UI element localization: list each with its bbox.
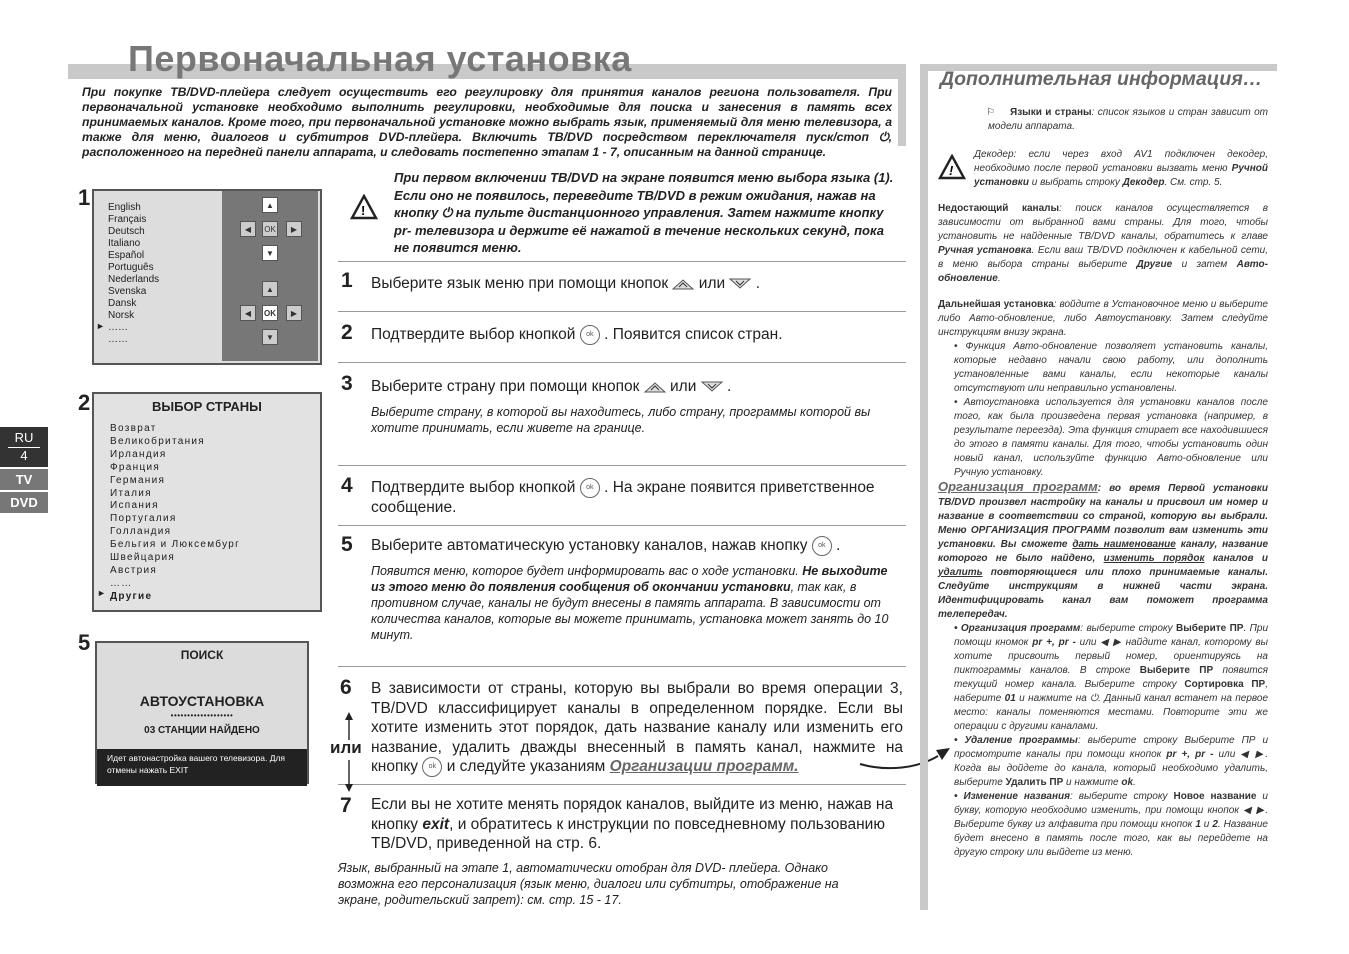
- country-screen-title: ВЫБОР СТРАНЫ: [152, 399, 262, 414]
- step-3-text: [371, 377, 903, 397]
- intro-paragraph: При покупке ТВ/DVD-плейера следует осуществить его регулировку для принятия каналов региона пользователя. При первоначальной установке необходимо выполнить регулировки, необходимые для поиска и занесения в память всех принимаемых каналов. Кроме того, при первоначальной установке можно выбрать язык, применяемый для меню телевизора, а также для меню, диалогов и субтитров DVD-плейера. Включить ТВ/DVD посредством переключателя пуск/стоп ⏻, расположенного на передней панели аппарата, и следовать постепенно этапам 1 - 7, описанным на данной странице.: [82, 85, 892, 159]
- step-7-number: 7: [340, 794, 352, 817]
- page-title: Первоначальная установка: [128, 38, 632, 79]
- sidebar-further-install: Дальнейшая установка: войдите в Установочное меню и выберите либо Авто-обновление, либо Автоустановку. Затем следуйте инструкциям внизу экрана.: [938, 299, 1268, 338]
- down-arrow-icon: ▼: [262, 329, 278, 345]
- step-1-label: Выберите язык меню при помощи кнопок: [371, 275, 669, 292]
- country-item: Ирландия: [110, 448, 167, 460]
- exit-key-label: exit: [422, 815, 450, 833]
- right-arrow-icon: ▶: [286, 305, 302, 321]
- divider: [338, 465, 906, 466]
- warning-icon: [350, 194, 378, 225]
- remote-panel: [222, 191, 318, 361]
- autoinstall-footer: Идет автонастройка вашего телевизора. Для отмены нажать EXIT: [97, 749, 307, 786]
- divider: [338, 261, 906, 262]
- country-item: Португалия: [110, 513, 177, 525]
- country-item: Швейцария: [110, 552, 176, 564]
- country-item-selected: Другие: [110, 590, 153, 602]
- step-1-text: [371, 274, 903, 294]
- divider: [338, 311, 906, 312]
- svg-text:!: !: [361, 203, 366, 218]
- sidebar-title: Дополнительная информация…: [940, 68, 1263, 90]
- sidebar-delete-program: • Удаление программы: выберите строку Выберите ПР и просмотрите каналы при помощи кнопок pr +, pr - или ◀ ▶. Когда вы дойдете до канала, который необходимо удалить, выберите Удалить ПР и нажмите ok.: [954, 735, 1269, 788]
- figure-5-number: 5: [78, 630, 91, 655]
- language-item: Français: [108, 214, 147, 225]
- step-2-text: [371, 325, 903, 345]
- svg-text:!: !: [949, 163, 954, 178]
- language-item: ……: [108, 322, 128, 333]
- period-label: .: [836, 537, 841, 555]
- language-screen: [92, 189, 322, 365]
- step-5-label: Выберите автоматическую установку каналов, нажав кнопку: [371, 537, 808, 555]
- dvd-tab: DVD: [0, 492, 48, 513]
- up-arrow-icon: ▲: [262, 197, 278, 213]
- title-bar-edge: [898, 64, 906, 146]
- info-icon: ⚐: [986, 107, 995, 118]
- step-4-number: 4: [341, 474, 353, 497]
- period-label: .: [727, 378, 732, 395]
- up-button-icon: [672, 278, 694, 290]
- step-3-number: 3: [341, 372, 353, 395]
- left-arrow-icon: ◀: [240, 305, 256, 321]
- or-label: или: [698, 275, 726, 292]
- up-arrow-icon: ▲: [262, 281, 278, 297]
- page-number: 4: [8, 447, 40, 463]
- language-item: Svenska: [108, 286, 147, 297]
- ok-button-icon: OK: [262, 305, 278, 321]
- step-4-label: Подтвердите выбор кнопкой: [371, 479, 576, 497]
- ok-button-icon: OK: [262, 221, 278, 237]
- step-4-result: . На экране появится приветственное сообщение.: [371, 479, 875, 516]
- step-5-note-a: Появится меню, которое будет информировать вас о ходе установки.: [371, 564, 799, 578]
- down-button-icon: [701, 381, 723, 393]
- country-item: Великобритания: [110, 435, 205, 447]
- up-button-icon: [644, 381, 666, 393]
- step-2-label: Подтвердите выбор кнопкой: [371, 326, 576, 344]
- step-5-number: 5: [341, 533, 353, 556]
- sidebar-border: [920, 64, 928, 910]
- country-item: Голландия: [110, 526, 172, 538]
- country-item: Германия: [110, 474, 166, 486]
- step-6-number: 6: [340, 676, 352, 699]
- divider: [338, 784, 906, 785]
- stations-found: 03 СТАНЦИИ НАЙДЕНО: [144, 725, 260, 736]
- step-4-text: [371, 478, 891, 518]
- country-item: Франция: [110, 461, 161, 473]
- figure-1-number: 1: [78, 185, 91, 210]
- language-item: Deutsch: [108, 226, 145, 237]
- language-item: Português: [108, 262, 154, 273]
- step-2-result: . Появится список стран.: [604, 326, 783, 344]
- sidebar-organize-sort: • Организация программ: выберите строку Выберите ПР. При помощи кномок pr +, pr - или ◀ ▶ найдите канал, которому вы хотите присвоить первый номер, ориентируясь на пиктограммы каналов. В строке Выберите ПР появится текущий номер канала. Выберите строку Сортировка ПР, наберите 01 и нажмите на ⏻. Данный канал встанет на первое место: каналы поменяются местами. Повторите эти же операции с другими каналами.: [954, 623, 1269, 732]
- selection-arrow-icon: ►: [97, 588, 106, 598]
- selection-arrow-icon: ►: [96, 321, 105, 331]
- sidebar-decoder: ! Декодер: если через вход AV1 подключен декодер, необходимо после первой установки вызвать меню Ручной установки и выбрать строку Декодер. См. стр. 5.: [938, 148, 1268, 190]
- footnote: Язык, выбранный на этапе 1, автоматически отобран для DVD- плейера. Однако возможна его персонализация (язык меню, диалоги или субтитры, отображение на экране, родительский запрет): см. стр. 15 - 17.: [338, 861, 839, 907]
- down-arrow-icon: [344, 760, 354, 797]
- country-list: [110, 423, 240, 604]
- language-item: English: [108, 202, 141, 213]
- organize-programs-heading: Организация программ: [938, 479, 1098, 494]
- figure-2-number: 2: [78, 390, 91, 415]
- step-2-number: 2: [341, 321, 353, 344]
- country-item: Испания: [110, 500, 159, 512]
- autoinstall-title: АВТОУСТАНОВКА: [139, 693, 265, 709]
- sidebar-languages: ⚐ Языки и страны: список языков и стран зависит от модели аппарата.: [986, 107, 1269, 132]
- step-7-text: [371, 795, 903, 854]
- search-screen: [95, 641, 309, 784]
- sidebar-rename: • Изменение названия: выберите строку Новое название и букву, которую необходимо изменить, при помощи кнопок ◀ ▶. Выберите букву из алфавита при помощи кнопок 1 и 2. Название будет внесено в память после того, как вы перейдете на другую строку или выйдете из меню.: [954, 791, 1268, 858]
- country-item: Бельгия и Люксембург: [110, 539, 241, 551]
- warning-icon: [938, 154, 966, 185]
- step-5-note: [371, 563, 903, 643]
- step-6-text: [371, 679, 903, 777]
- step-7-label: Если вы не хотите менять порядок каналов, выйдите из меню, нажав на кнопку: [371, 796, 894, 833]
- ok-button-icon: ok: [580, 325, 600, 345]
- sidebar-auto-update: • Функция Авто-обновление позволяет установить каналы, которые недавно начали свою работу, или дополнить установленные вами каналы, если некоторые каналы отсутствуют или неправильно установлены.: [954, 341, 1268, 394]
- period-label: .: [755, 275, 761, 292]
- language-item: Norsk: [108, 310, 135, 321]
- language-item: Nederlands: [108, 274, 160, 285]
- or-label: или: [330, 738, 362, 757]
- right-arrow-icon: ▶: [286, 221, 302, 237]
- down-arrow-icon: ▼: [262, 245, 278, 261]
- country-item: ……: [110, 577, 133, 589]
- step-5-note-c: , так как, в противном случае, каналы не будут внесены в память аппарата. В зависимости от количества каналов, которые вы можете принимать, установка может занять до 10 минут.: [371, 580, 889, 642]
- step-3-label: Выберите страну при помощи кнопок: [371, 378, 640, 395]
- step-6-label: В зависимости от страны, которую вы выбрали во время операции 3, ТВ/DVD классифицирует каналы в определенном порядке. Если вы хотите изменить этот порядок, дать название каналу или изменить его название, удалить дважды внесенный в память канал, нажмите на кнопку: [371, 680, 903, 776]
- divider: [338, 666, 906, 667]
- ok-button-icon: ok: [812, 536, 832, 556]
- tv-tab: TV: [0, 469, 48, 490]
- country-item: Италия: [110, 487, 152, 499]
- country-item: Возврат: [110, 423, 157, 434]
- first-start-warning: При первом включении ТВ/DVD на экране появится меню выбора языка (1). Если оно не появилось, переведите ТВ/DVD в режим ожидания, нажав на кнопку ⏻ на пульте дистанционного управления. Затем нажмите кнопку pr- телевизора и держите её нажатой в течение нескольких секунд, пока не появится меню.: [394, 170, 894, 255]
- step-7-ref: , и обратитесь к инструкции по повседневному пользованию ТВ/DVD, приведенной на стр. 6.: [371, 815, 885, 852]
- left-arrow-icon: ◀: [240, 221, 256, 237]
- step-5-text: [371, 536, 903, 556]
- step-6-follow: и следуйте указаниям: [446, 758, 606, 776]
- lang-tab-label: RU: [14, 430, 34, 445]
- search-title: ПОИСК: [180, 648, 224, 662]
- ok-button-icon: ok: [580, 478, 600, 498]
- divider: [338, 525, 906, 526]
- sidebar-missing-channels: Недостающий каналы: поиск каналов осуществляется в зависимости от выбранной вами страны. Для того, чтобы установить не найденные ТВ/DVD каналы, обратитесь к главе Ручная установка. Если ваш ТВ/DVD подключен к кабельной сети, в меню выбора страны выберите Другие и затем Авто-обновление.: [938, 203, 1268, 284]
- sidebar-content: [938, 100, 1268, 860]
- down-button-icon: [729, 278, 751, 290]
- country-item: Австрия: [110, 564, 158, 576]
- step-5-note-warning: Не выходите из этого меню до появления сообщения об окончании установки: [371, 564, 888, 594]
- sidebar-autoinstall: • Автоустановка используется для установки каналов после того, как была произведена первая установка (например, в результате переезда). Эта функция стирает все находившиеся до этого в памяти каналы. Для того, чтобы установить один новый канал, используйте функцию Авто-обновление или Ручную установку.: [954, 397, 1268, 478]
- step-1-number: 1: [341, 269, 353, 292]
- language-item: Español: [108, 250, 145, 261]
- sidebar-organize: Организация программ: во время Первой установки ТВ/DVD произвел настройку на каналы и присвоил им номер и название в соответствии со страной, которую вы выбрали. Меню ОРГАНИЗАЦИЯ ПРОГРАММ позволит вам изменить эти установки. Вы сможете дать наименование каналу, название которого не было найдено, изменить порядок каналов и удалить повторяющиеся или плохо принимаемые каналы. Следуйте инструкциям в нижней части экрана. Идентифицировать канал вам поможет программа телепередач.: [938, 479, 1269, 620]
- or-label: или: [670, 378, 697, 395]
- organize-programs-link[interactable]: Организации программ.: [609, 758, 799, 776]
- language-item: ……: [108, 334, 128, 345]
- divider: [338, 362, 906, 363]
- language-list: [108, 202, 159, 346]
- lang-tab: [0, 427, 48, 467]
- ok-button-icon: ok: [422, 757, 442, 777]
- language-item: Italiano: [108, 238, 141, 249]
- language-item: Dansk: [108, 298, 137, 309]
- progress-dots: •••••••••••••••••••: [170, 711, 234, 720]
- step-3-note: Выберите страну, в которой вы находитесь, либо страну, программы которой вы хотите принимать, если живете на границе.: [371, 405, 871, 435]
- country-screen: [92, 392, 322, 612]
